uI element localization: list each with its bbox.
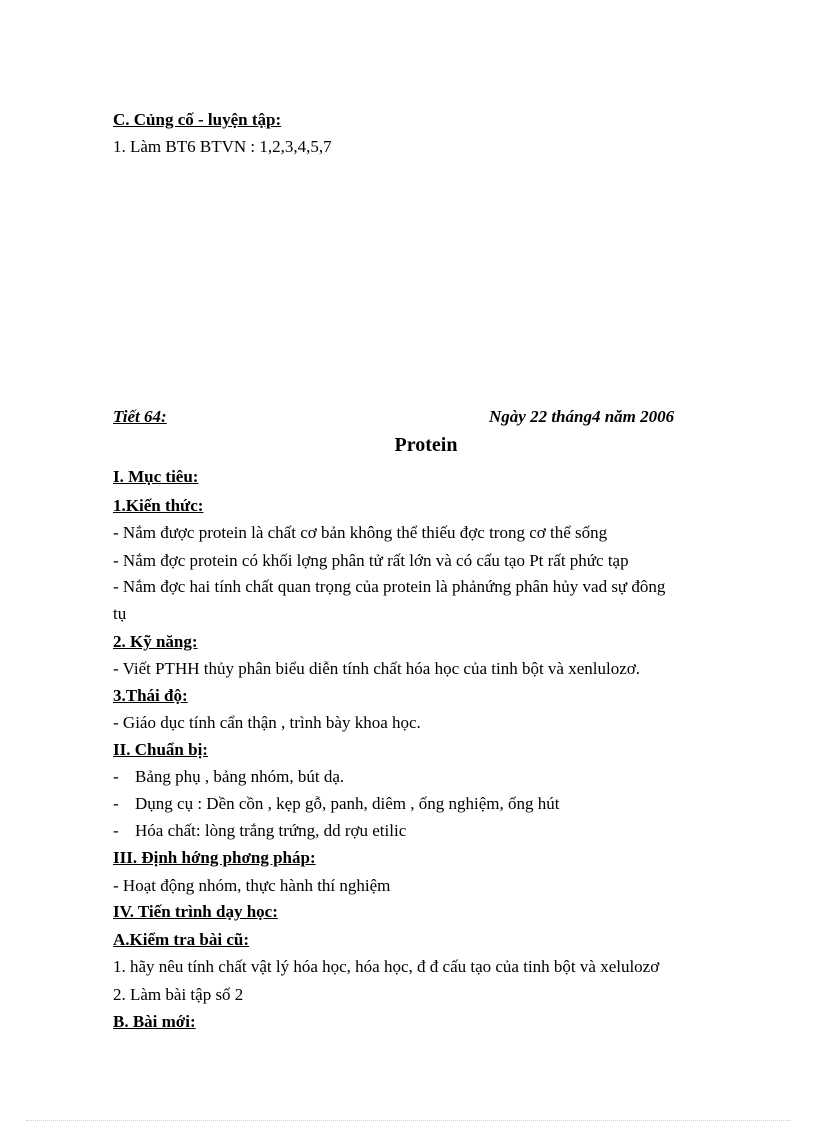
consolidation-line: 1. Làm BT6 BTVN : 1,2,3,4,5,7 xyxy=(113,137,332,156)
preparation-item xyxy=(113,767,344,787)
preparation-heading: II. Chuẩn bị: xyxy=(113,740,208,759)
period-label: Tiết 64: xyxy=(113,407,167,426)
knowledge-line-3-cont: tụ xyxy=(113,604,127,623)
attitude-line-1: - Giáo dục tính cẩn thận , trình bày khoa học. xyxy=(113,713,421,732)
skills-heading: 2. Kỹ năng: xyxy=(113,632,198,651)
knowledge-heading: 1.Kiến thức: xyxy=(113,496,204,515)
method-line-1: - Hoạt động nhóm, thực hành thí nghiệm xyxy=(113,876,391,895)
knowledge-line-3: - Nắm đợc hai tính chất quan trọng của protein là phảnứng phân hủy vad sự đông xyxy=(113,577,666,596)
process-heading: IV. Tiến trình dạy học: xyxy=(113,902,278,921)
knowledge-line-2: - Nắm đợc protein có khối lợng phân tử rất lớn và có cấu tạo Pt rất phức tạp xyxy=(113,551,629,570)
bullet-dash: - xyxy=(113,794,119,813)
lesson-title: Protein xyxy=(394,434,458,456)
preparation-item xyxy=(113,821,406,841)
attitude-heading: 3.Thái độ: xyxy=(113,686,188,705)
new-lesson-heading: B. Bài mới: xyxy=(113,1012,196,1031)
preparation-item-text: Hóa chất: lòng trắng trứng, dd rợu etilic xyxy=(135,821,407,840)
page-bottom-rule xyxy=(26,1120,790,1121)
bullet-dash: - xyxy=(113,821,119,840)
bullet-dash: - xyxy=(113,767,119,786)
consolidation-heading: C. Củng cố - luyện tập: xyxy=(113,110,282,129)
preparation-item xyxy=(113,794,559,814)
lesson-date: Ngày 22 tháng4 năm 2006 xyxy=(489,407,675,426)
skills-line-1: - Viết PTHH thủy phân biểu diễn tính chất hóa học của tinh bột và xenlulozơ. xyxy=(113,659,640,678)
preparation-item-text: Dụng cụ : Dền cồn , kẹp gỗ, panh, diêm , ống nghiệm, ống hút xyxy=(135,794,560,813)
method-heading: III. Định hớng phơng pháp: xyxy=(113,848,316,867)
check-line-1: 1. hãy nêu tính chất vật lý hóa học, hóa học, đ đ cấu tạo của tinh bột và xelulozơ xyxy=(113,957,660,976)
check-heading: A.Kiểm tra bài cũ: xyxy=(113,930,249,949)
knowledge-line-1: - Nắm được protein là chất cơ bản không thể thiếu đợc trong cơ thể sống xyxy=(113,523,608,542)
check-line-2: 2. Làm bài tập số 2 xyxy=(113,985,244,1004)
preparation-item-text: Bảng phụ , bảng nhóm, bút dạ. xyxy=(135,767,345,786)
objectives-heading: I. Mục tiêu: xyxy=(113,467,199,486)
